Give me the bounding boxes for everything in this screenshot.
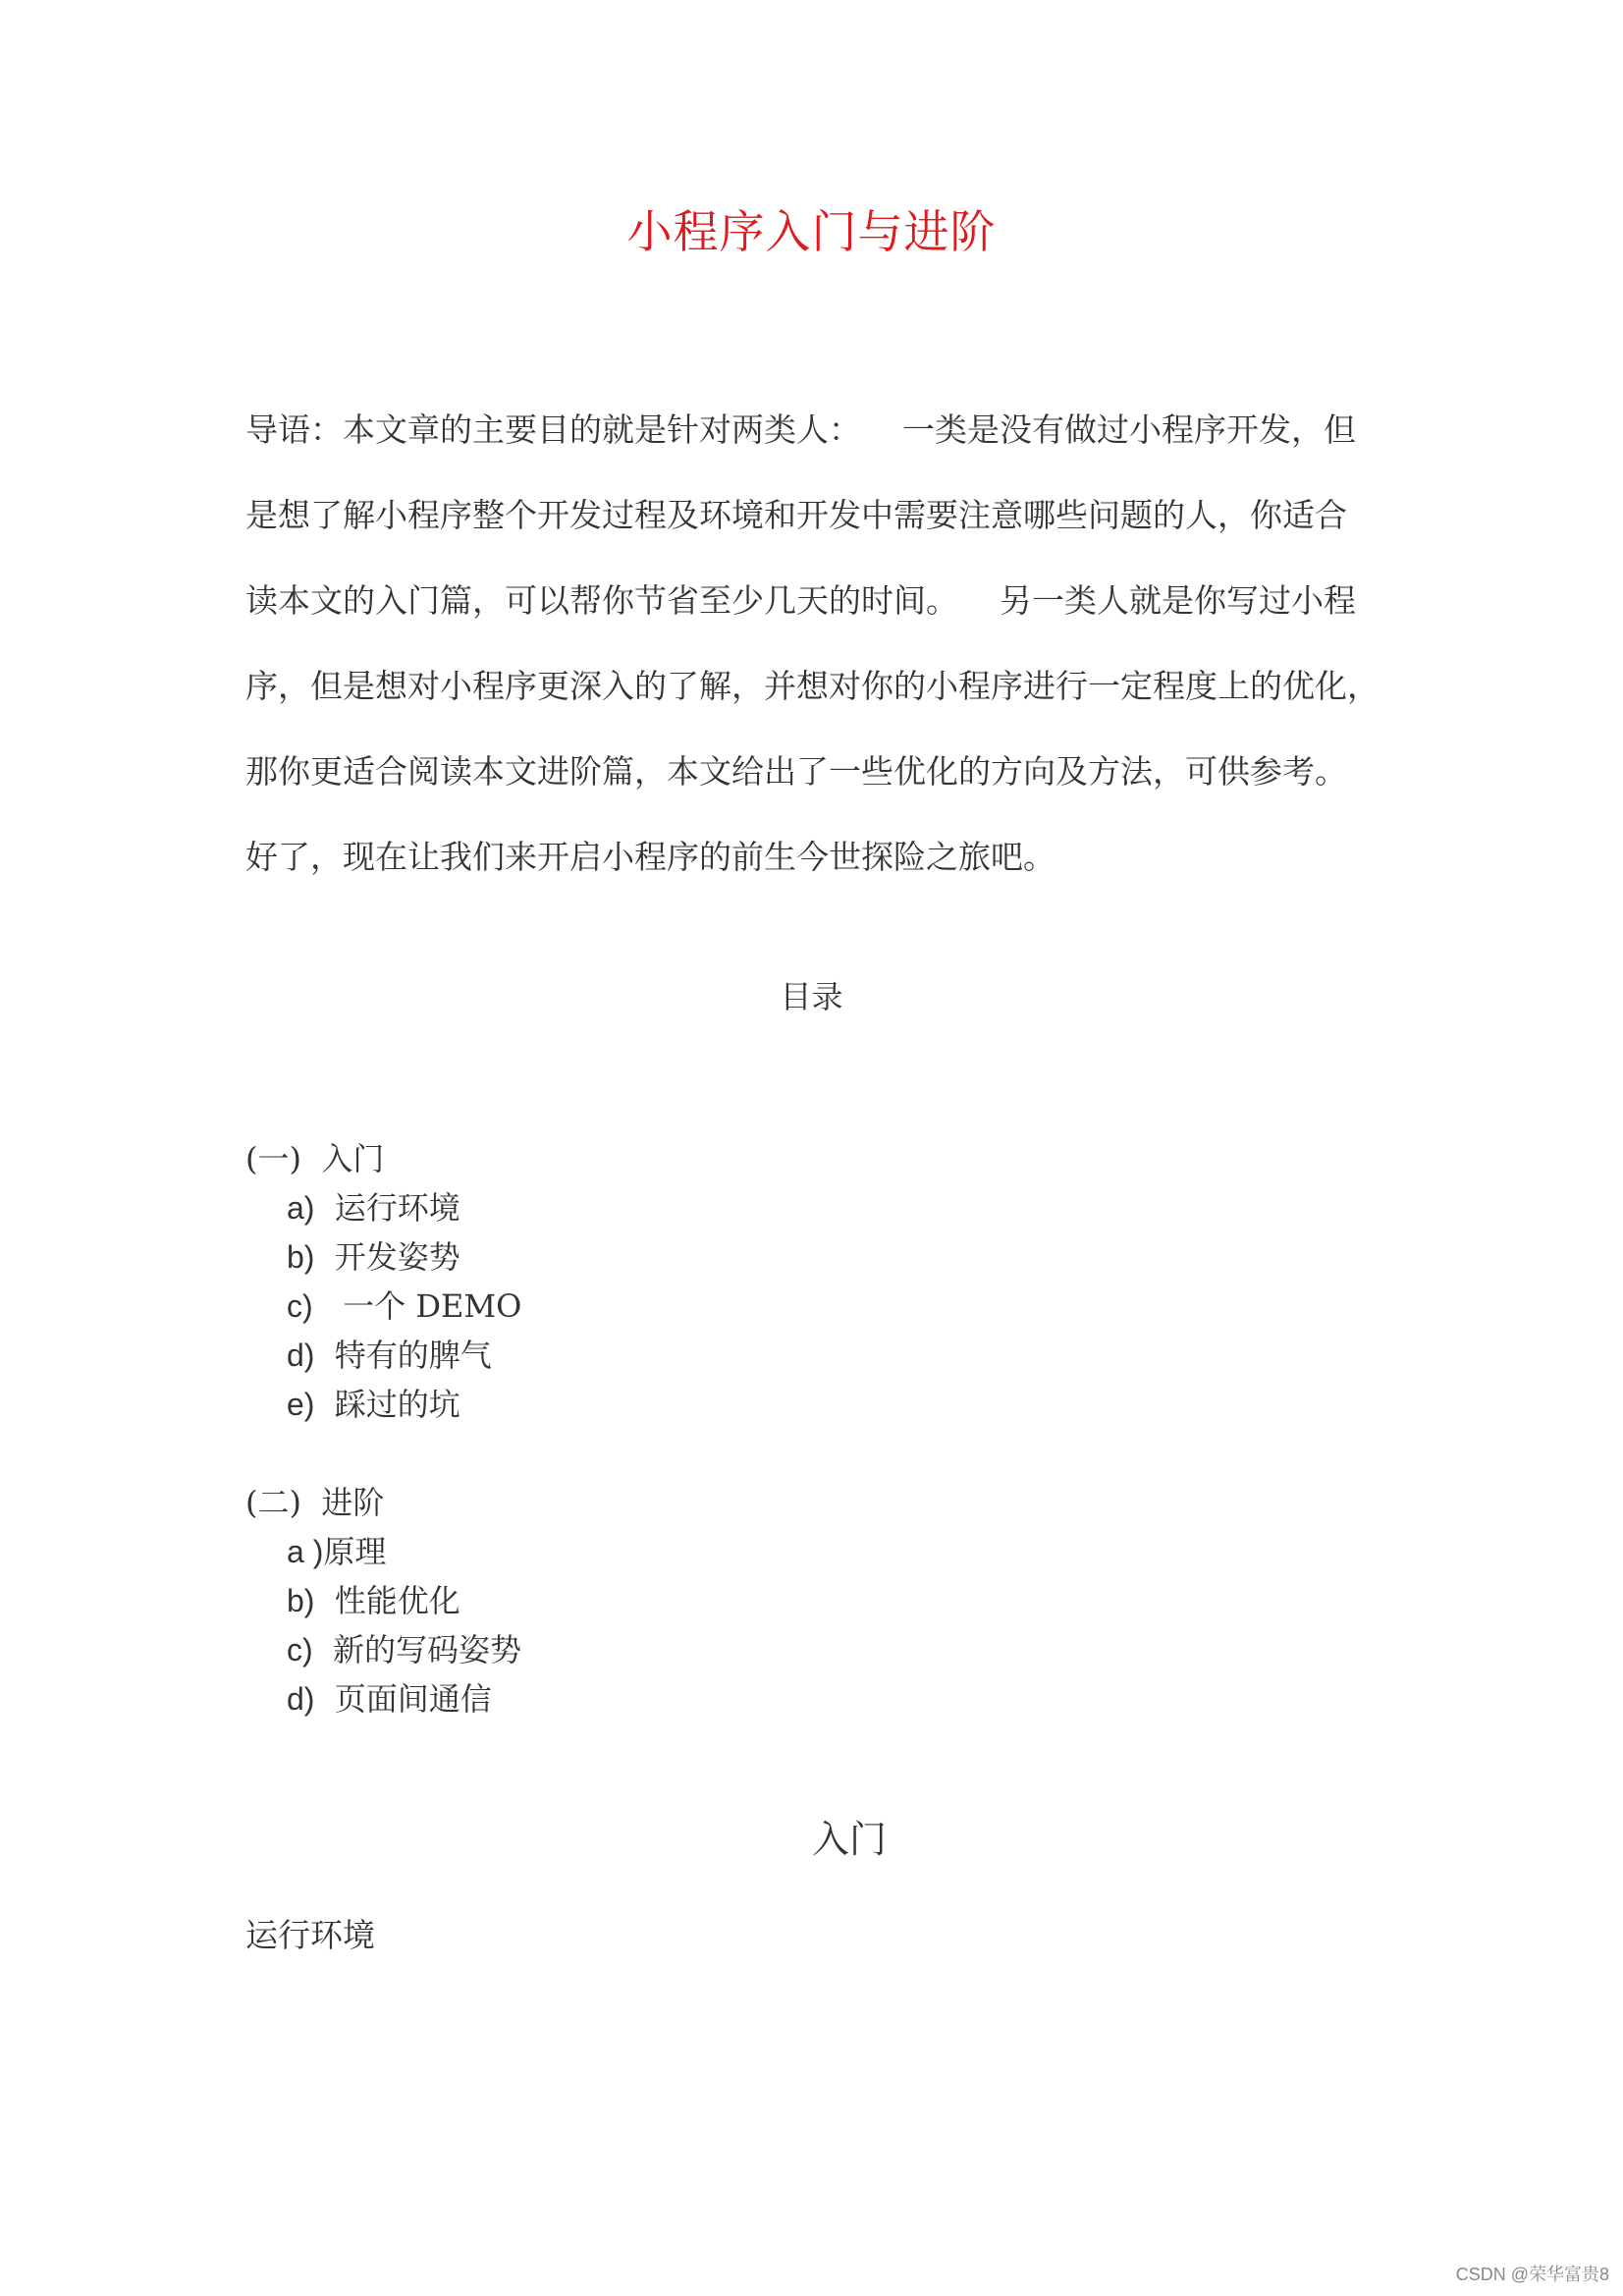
toc-item[interactable] [245, 1674, 1384, 1723]
toc-item-text: 开发姿势 [334, 1238, 460, 1276]
intro-line: 读本文的入门篇，可以帮你节省至少几天的时间。 另一类人就是你写过小程 [245, 581, 1356, 620]
toc-heading: 目录 [780, 978, 843, 1015]
watermark: CSDN @荣华富贵8 [1455, 2265, 1609, 2284]
toc-item-text: 原理 [323, 1533, 387, 1570]
toc-item-marker: e) [287, 1387, 315, 1422]
toc-item-marker: a) [287, 1190, 315, 1226]
toc-item-marker: c) [287, 1632, 313, 1667]
toc-item-marker: a ) [287, 1534, 324, 1569]
subsection-heading: 运行环境 [245, 1916, 375, 1954]
toc-item-text: 特有的脾气 [334, 1337, 492, 1374]
toc-group-advanced [245, 1478, 1384, 1723]
intro-line: 好了，现在让我们来开启小程序的前生今世探险之旅吧。 [245, 838, 1055, 876]
toc-item-marker: c) [287, 1288, 313, 1324]
toc-item-marker: b) [287, 1239, 315, 1275]
toc-group-title: (二) 进阶 [245, 1484, 385, 1521]
toc-item-text: 性能优化 [334, 1582, 460, 1619]
intro-line: 是想了解小程序整个开发过程及环境和开发中需要注意哪些问题的人，你适合 [245, 496, 1347, 534]
section-heading: 入门 [811, 1818, 887, 1861]
toc-item[interactable] [245, 1380, 1384, 1429]
toc-item[interactable] [245, 1331, 1384, 1380]
toc-item[interactable] [245, 1527, 1384, 1576]
toc-item[interactable] [245, 1282, 1384, 1331]
toc-item-text: 新的写码姿势 [333, 1631, 522, 1668]
toc-item-marker: d) [287, 1681, 315, 1717]
toc-item[interactable] [245, 1232, 1384, 1282]
toc-item-text: 页面间通信 [334, 1680, 492, 1718]
toc-item[interactable] [245, 1625, 1384, 1674]
intro-line: 序，但是想对小程序更深入的了解，并想对你的小程序进行一定程度上的优化， [245, 667, 1380, 705]
toc-item-text: 踩过的坑 [334, 1386, 460, 1423]
intro-line: 那你更适合阅读本文进阶篇，本文给出了一些优化的方向及方法，可供参考。 [245, 752, 1347, 791]
toc-item-marker: d) [287, 1338, 315, 1373]
intro-line: 导语：本文章的主要目的就是针对两类人： 一类是没有做过小程序开发，但 [245, 410, 1356, 449]
toc-group-title: (一) 入门 [245, 1140, 385, 1177]
document-title: 小程序入门与进阶 [626, 205, 997, 258]
toc-item-text: 一个 DEMO [333, 1287, 522, 1325]
toc-item-text: 运行环境 [334, 1189, 460, 1227]
toc-group-basics [245, 1134, 1384, 1429]
intro-paragraph [245, 401, 1384, 913]
toc-item[interactable] [245, 1576, 1384, 1625]
toc-item[interactable] [245, 1183, 1384, 1232]
toc-item-marker: b) [287, 1583, 315, 1618]
